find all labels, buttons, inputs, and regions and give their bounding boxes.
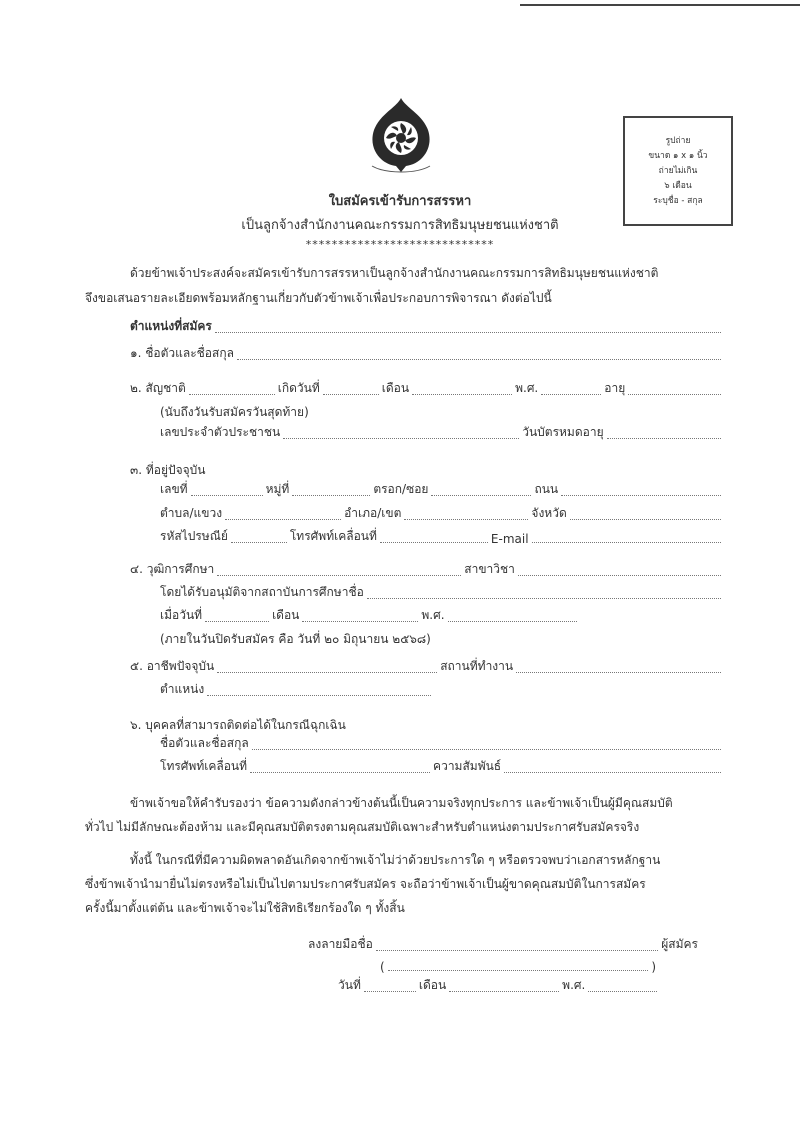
mobile-label: โทรศัพท์เคลื่อนที่ — [289, 529, 377, 543]
deadline-note: (ภายในวันปิดรับสมัคร คือ วันที่ ๒๐ มิถุนายน ๒๕๖๘) — [160, 632, 431, 646]
born-year-label: พ.ศ. — [515, 381, 539, 395]
amphoe-label: อำเภอ/เขต — [344, 506, 402, 520]
top-border-line — [520, 4, 800, 6]
position-label: ตำแหน่งที่สมัคร — [130, 319, 212, 333]
emergency-name-input[interactable] — [252, 749, 721, 750]
name-row — [130, 347, 724, 363]
email-input[interactable] — [532, 542, 721, 543]
born-label: เกิดวันที่ — [277, 381, 320, 395]
house-no-input[interactable] — [191, 495, 263, 496]
road-input[interactable] — [561, 495, 721, 496]
occupation-input[interactable] — [217, 672, 437, 673]
id-input[interactable] — [283, 438, 519, 439]
nationality-row — [130, 382, 724, 398]
workplace-input[interactable] — [516, 672, 721, 673]
born-month-input[interactable] — [412, 394, 512, 395]
moo-label: หมู่ที่ — [265, 482, 290, 496]
tambon-input[interactable] — [225, 519, 341, 520]
emergency-mobile-input[interactable] — [250, 772, 430, 773]
expiry-input[interactable] — [607, 438, 721, 439]
photo-line: ระบุชื่อ - สกุล — [653, 196, 703, 206]
address-heading: ๓. ที่อยู่ปัจจุบัน — [130, 463, 206, 477]
approval-month-label: เดือน — [272, 608, 300, 622]
nationality-input[interactable] — [189, 394, 275, 395]
institution-input[interactable] — [367, 598, 721, 599]
soi-label: ตรอก/ซอย — [373, 482, 429, 496]
applicant-label: ผู้สมัคร — [661, 937, 698, 951]
photo-line: ๖ เดือน — [664, 181, 692, 191]
printed-name-row — [380, 958, 656, 974]
house-no-label: เลขที่ — [160, 482, 188, 496]
sign-year-label: พ.ศ. — [562, 978, 586, 992]
emergency-name-label: ชื่อตัวและชื่อสกุล — [160, 736, 249, 750]
institution-row — [160, 586, 724, 602]
born-day-input[interactable] — [323, 394, 379, 395]
approval-month-input[interactable] — [302, 621, 418, 622]
major-input[interactable] — [518, 575, 721, 576]
photo-line: ขนาด ๑ x ๑ นิ้ว — [648, 151, 708, 161]
address-row-3 — [160, 530, 724, 546]
expiry-label: วันบัตรหมดอายุ — [522, 425, 604, 439]
education-row — [130, 563, 724, 579]
cert-p2-line-1: ทั้งนี้ ในกรณีที่มีความผิดพลาดอันเกิดจากข้าพเจ้าไม่ว่าด้วยประการใด ๆ หรือตรวจพบว่าเอกสารหลักฐาน — [130, 853, 661, 867]
sign-year-input[interactable] — [588, 991, 657, 992]
cert-p1-line-2: ทั่วไป ไม่มีลักษณะต้องห้าม และมีคุณสมบัติตรงตามคุณสมบัติเฉพาะสำหรับตำแหน่งตามประกาศรับสมัครจริง — [85, 820, 640, 834]
cert-p2-line-2: ซึ่งข้าพเจ้านำมายื่นไม่ตรงหรือไม่เป็นไปตามประกาศรับสมัคร จะถือว่าข้าพเจ้าเป็นผู้ขาดคุณสมบัติในการสมัคร — [85, 877, 646, 891]
postal-input[interactable] — [231, 542, 287, 543]
open-paren: ( — [380, 960, 385, 974]
address-row-1 — [160, 483, 724, 499]
tambon-label: ตำบล/แขวง — [160, 506, 223, 520]
intro-line-1: ด้วยข้าพเจ้าประสงค์จะสมัครเข้ารับการสรรหาเป็นลูกจ้างสำนักงานคณะกรรมการสิทธิมนุษยชนแห่งชาติ — [130, 266, 659, 280]
province-label: จังหวัด — [531, 506, 567, 520]
education-input[interactable] — [217, 575, 461, 576]
workplace-label: สถานที่ทำงาน — [440, 659, 514, 673]
relationship-label: ความสัมพันธ์ — [433, 759, 502, 773]
form-subtitle: เป็นลูกจ้างสำนักงานคณะกรรมการสิทธิมนุษยชนแห่งชาติ — [241, 218, 559, 233]
emergency-heading: ๖. บุคคลที่สามารถติดต่อได้ในกรณีฉุกเฉิน — [130, 718, 346, 732]
position-input[interactable] — [215, 332, 721, 333]
emergency-contact-row — [160, 760, 724, 776]
road-label: ถนน — [534, 482, 559, 496]
mobile-input[interactable] — [380, 542, 488, 543]
photo-line: ถ่ายไม่เกิน — [658, 166, 698, 176]
age-input[interactable] — [628, 394, 721, 395]
email-label: E-mail — [490, 532, 529, 546]
emergency-mobile-label: โทรศัพท์เคลื่อนที่ — [160, 759, 248, 773]
sign-day-label: วันที่ — [338, 978, 361, 992]
nationality-label: ๒. สัญชาติ — [130, 381, 186, 395]
signature-row — [308, 938, 698, 954]
age-label: อายุ — [604, 381, 626, 395]
cert-p2-line-3: ครั้งนี้มาตั้งแต่ต้น และข้าพเจ้าจะไม่ใช้สิทธิเรียกร้องใด ๆ ทั้งสิ้น — [85, 901, 405, 915]
sign-month-label: เดือน — [418, 978, 447, 992]
address-row-2 — [160, 507, 724, 523]
approval-day-input[interactable] — [205, 621, 269, 622]
signature-label: ลงลายมือชื่อ — [308, 937, 373, 951]
soi-input[interactable] — [431, 495, 531, 496]
signature-input[interactable] — [376, 950, 658, 951]
sign-date-row — [338, 979, 660, 995]
occupation-row — [130, 660, 724, 676]
printed-name-input[interactable] — [388, 970, 649, 971]
close-paren: ) — [651, 960, 656, 974]
position-row — [130, 320, 724, 336]
cert-p1-line-1: ข้าพเจ้าขอให้คำรับรองว่า ข้อความดังกล่าวข้างต้นนี้เป็นความจริงทุกประการ และข้าพเจ้าเป็นผู้มีคุณสมบัติ — [130, 796, 673, 810]
sign-month-input[interactable] — [449, 991, 559, 992]
age-note: (นับถึงวันรับสมัครวันสุดท้าย) — [160, 405, 309, 419]
born-year-input[interactable] — [541, 394, 601, 395]
name-label: ๑. ชื่อตัวและชื่อสกุล — [130, 346, 234, 360]
job-position-label: ตำแหน่ง — [160, 682, 205, 696]
approval-year-input[interactable] — [448, 621, 577, 622]
relationship-input[interactable] — [504, 772, 721, 773]
sign-day-input[interactable] — [364, 991, 416, 992]
emergency-name-row — [160, 737, 724, 753]
name-input[interactable] — [237, 359, 721, 360]
job-position-input[interactable] — [207, 695, 431, 696]
born-month-label: เดือน — [381, 381, 410, 395]
province-input[interactable] — [570, 519, 721, 520]
education-label: ๔. วุฒิการศึกษา — [130, 562, 215, 576]
photo-line: รูปถ่าย — [665, 136, 691, 146]
amphoe-input[interactable] — [404, 519, 528, 520]
form-title: ใบสมัครเข้ารับการสรรหา — [328, 194, 472, 209]
approval-year-label: พ.ศ. — [421, 608, 445, 622]
id-label: เลขประจำตัวประชาชน — [160, 425, 281, 439]
major-label: สาขาวิชา — [464, 562, 515, 576]
institution-label: โดยได้รับอนุมัติจากสถาบันการศึกษาชื่อ — [160, 585, 364, 599]
approval-day-label: เมื่อวันที่ — [160, 608, 203, 622]
moo-input[interactable] — [292, 495, 370, 496]
intro-line-2: จึงขอเสนอรายละเอียดพร้อมหลักฐานเกี่ยวกับตัวข้าพเจ้าเพื่อประกอบการพิจารณา ดังต่อไปนี้ — [85, 291, 552, 305]
id-row — [160, 426, 724, 442]
postal-label: รหัสไปรษณีย์ — [160, 529, 228, 543]
nhrc-logo — [366, 96, 436, 174]
occupation-label: ๕. อาชีพปัจจุบัน — [130, 659, 215, 673]
title-divider: ***************************** — [305, 238, 495, 251]
job-position-row — [160, 683, 434, 699]
approval-date-row — [160, 609, 580, 625]
